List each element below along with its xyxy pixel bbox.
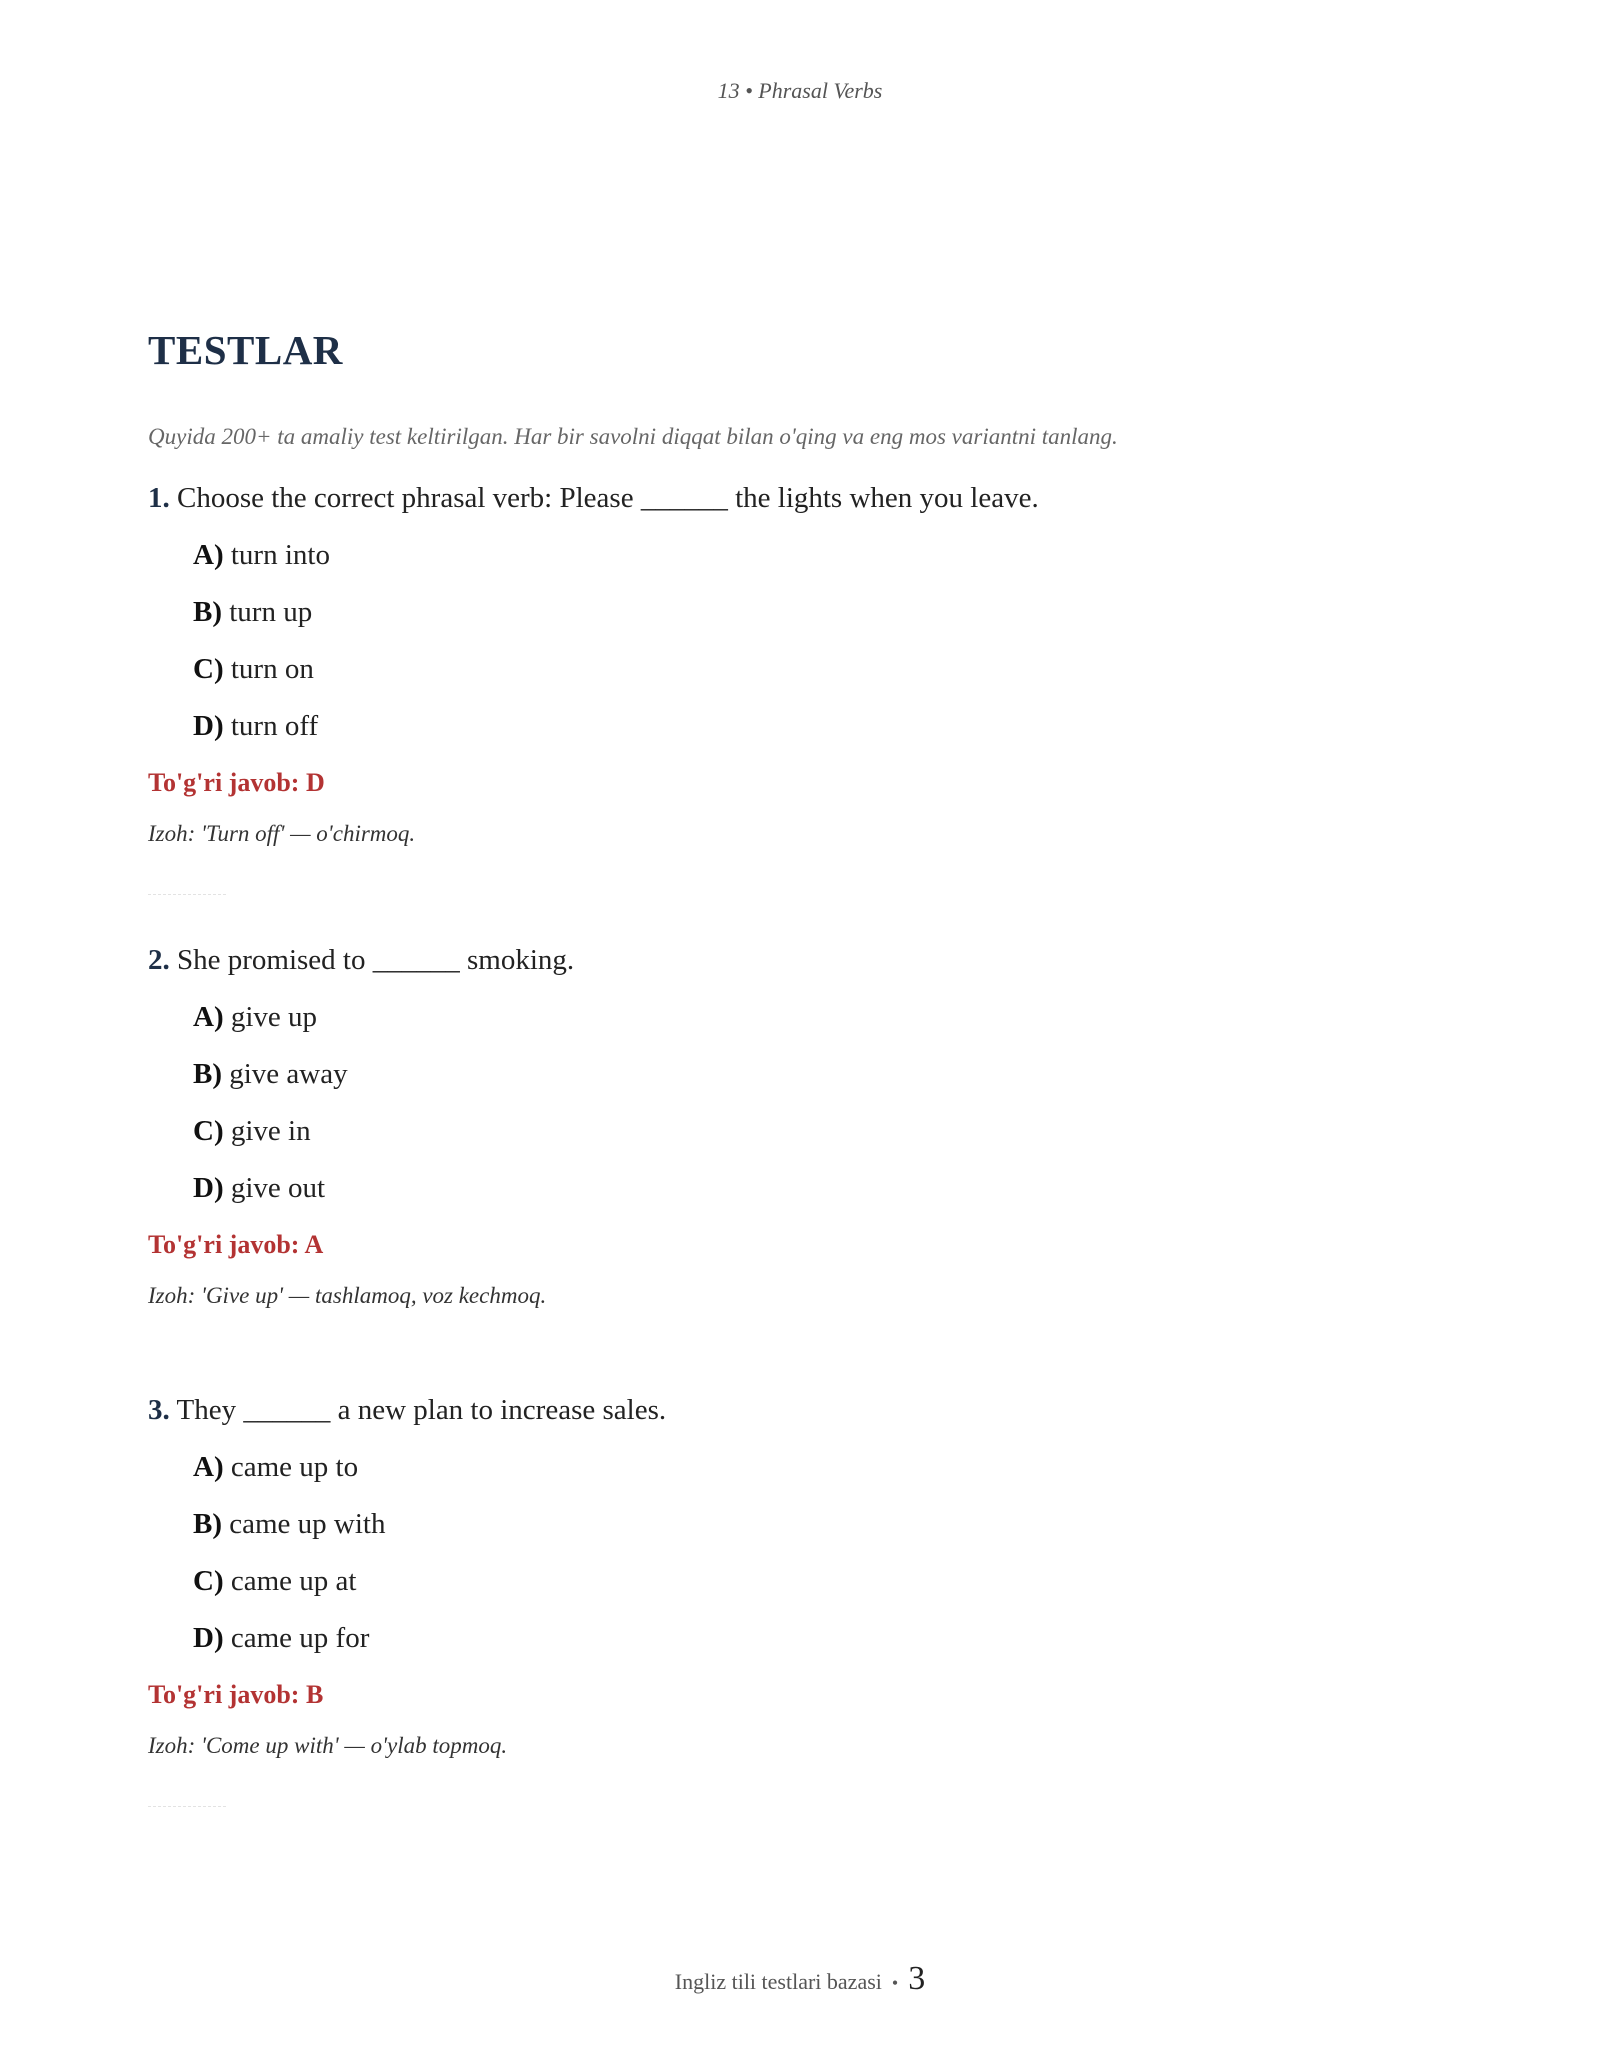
option-c (193, 1561, 1448, 1601)
footer-separator: • (891, 1973, 899, 1993)
option-a (193, 997, 1448, 1037)
question-prompt: Choose the correct phrasal verb: Please ______ the lights when you leave. (177, 482, 1039, 514)
book-title: Ingliz tili testlari bazasi (674, 1969, 882, 1994)
correct-answer: To'g'ri javob: A (148, 1230, 324, 1259)
question-text (148, 1390, 1448, 1430)
section-title: TESTLAR (148, 327, 343, 373)
question-3 (148, 1390, 1448, 1808)
divider (148, 894, 226, 896)
option-text: turn on (230, 653, 314, 685)
option-b (193, 592, 1448, 632)
question-1 (148, 478, 1448, 896)
option-text: give away (229, 1058, 348, 1090)
option-letter: D) (193, 1622, 224, 1654)
option-letter: A) (193, 1451, 224, 1483)
option-letter: B) (193, 1508, 222, 1540)
divider (148, 1806, 226, 1808)
option-list (148, 535, 1448, 746)
option-letter: C) (193, 653, 224, 685)
option-letter: D) (193, 710, 224, 742)
option-d (193, 706, 1448, 746)
option-letter: A) (193, 1001, 224, 1033)
question-number: 1. (148, 482, 170, 514)
option-text: give out (230, 1172, 326, 1204)
option-letter: D) (193, 1172, 224, 1204)
question-text (148, 940, 1448, 980)
section-intro: Quyida 200+ ta amaliy test keltirilgan. Har bir savolni diqqat bilan o'qing va eng mos variantni tanlang. (148, 424, 1118, 449)
question-number: 3. (148, 1394, 170, 1426)
correct-answer: To'g'ri javob: B (148, 1680, 324, 1709)
option-d (193, 1168, 1448, 1208)
option-text: came up for (230, 1622, 370, 1654)
option-list (148, 1447, 1448, 1658)
option-text: turn into (230, 539, 330, 571)
question-prompt: She promised to ______ smoking. (177, 944, 575, 976)
explanation: Izoh: 'Give up' — tashlamoq, voz kechmoq. (148, 1283, 547, 1308)
page-number: 3 (908, 1960, 926, 1997)
running-head: 13 • Phrasal Verbs (717, 78, 883, 103)
explanation: Izoh: 'Turn off' — o'chirmoq. (148, 821, 416, 846)
option-text: give up (230, 1001, 318, 1033)
option-c (193, 1111, 1448, 1151)
question-2 (148, 940, 1448, 1312)
option-d (193, 1618, 1448, 1658)
option-letter: C) (193, 1565, 224, 1597)
option-text: turn off (230, 710, 319, 742)
option-letter: C) (193, 1115, 224, 1147)
option-a (193, 535, 1448, 575)
question-number: 2. (148, 944, 170, 976)
correct-answer: To'g'ri javob: D (148, 768, 325, 797)
option-b (193, 1504, 1448, 1544)
option-letter: B) (193, 596, 222, 628)
option-b (193, 1054, 1448, 1094)
page-footer (0, 1960, 1600, 1998)
option-letter: A) (193, 539, 224, 571)
explanation: Izoh: 'Come up with' — o'ylab topmoq. (148, 1733, 508, 1758)
option-text: give in (230, 1115, 311, 1147)
option-text: came up with (229, 1508, 386, 1540)
option-list (148, 997, 1448, 1208)
option-a (193, 1447, 1448, 1487)
option-letter: B) (193, 1058, 222, 1090)
option-text: came up at (230, 1565, 357, 1597)
option-c (193, 649, 1448, 689)
question-text (148, 478, 1448, 518)
option-text: came up to (230, 1451, 359, 1483)
question-prompt: They ______ a new plan to increase sales. (176, 1394, 667, 1426)
page-content (148, 320, 1448, 1808)
option-text: turn up (229, 596, 313, 628)
